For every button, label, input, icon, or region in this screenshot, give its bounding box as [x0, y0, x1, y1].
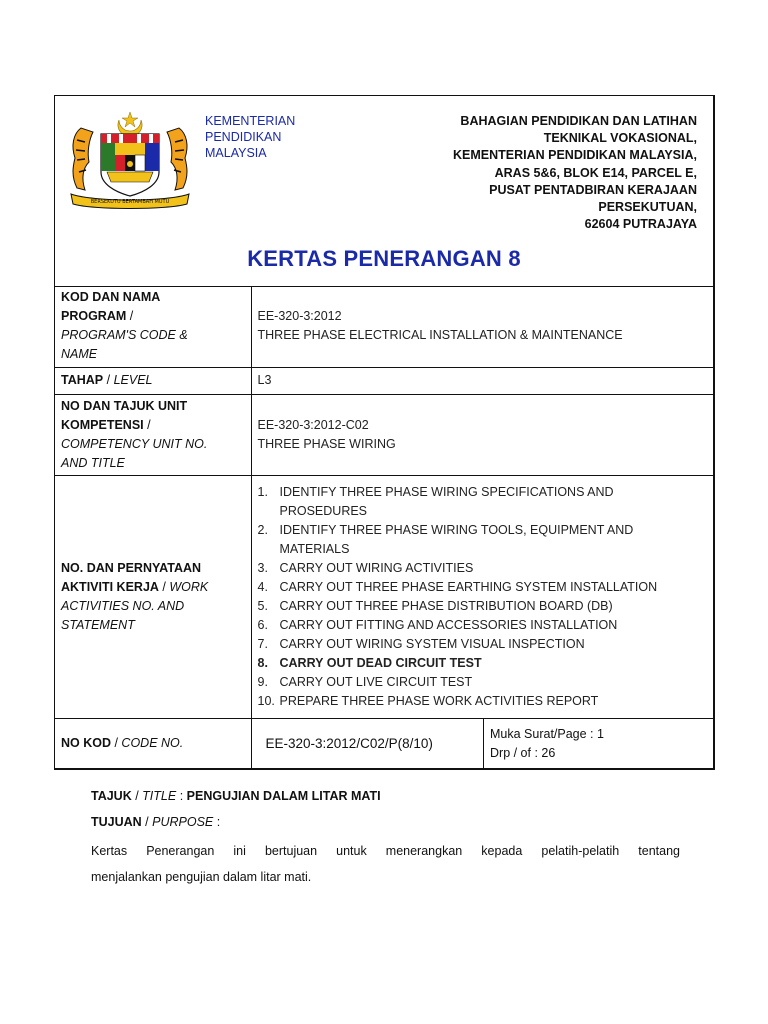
list-item	[258, 635, 708, 654]
label-italic: STATEMENT	[61, 617, 135, 632]
list-item	[258, 521, 708, 559]
page-info	[483, 719, 713, 769]
title-label-bold: TAJUK	[91, 789, 132, 803]
label-italic: CODE NO.	[121, 736, 184, 751]
address-line: 62604 PUTRAJAYA	[584, 217, 697, 232]
purpose-label-bold: TUJUAN	[91, 815, 142, 829]
item-number: 6.	[257, 617, 268, 632]
item-text: CARRY OUT LIVE CIRCUIT TEST	[279, 674, 473, 689]
ministry-line: KEMENTERIAN	[205, 114, 296, 128]
document-frame	[54, 95, 715, 770]
document-header	[55, 96, 713, 287]
purpose-colon: :	[213, 815, 221, 829]
label-italic: LEVEL	[113, 373, 153, 387]
item-line: IDENTIFY THREE PHASE WIRING TOOLS, EQUIPMENT AND	[279, 522, 634, 537]
ministry-line: PENDIDIKAN	[205, 130, 282, 144]
address-line: TEKNIKAL VOKASIONAL,	[543, 131, 697, 146]
item-text: CARRY OUT WIRING ACTIVITIES	[279, 560, 474, 575]
title-value: PENGUJIAN DALAM LITAR MATI	[186, 789, 381, 803]
info-table	[55, 286, 713, 769]
paragraph-line: menjalankan pengujian dalam litar mati.	[91, 870, 312, 884]
page-total: Drp / of : 26	[490, 745, 556, 760]
item-line: MATERIALS	[279, 541, 350, 556]
label-bold: KOMPETENSI	[61, 417, 144, 432]
ministry-address	[453, 113, 697, 233]
purpose-line	[91, 812, 680, 832]
item-text	[280, 483, 614, 521]
list-item	[258, 578, 708, 597]
label-bold: KOD DAN NAMA	[61, 290, 161, 305]
item-text	[280, 521, 634, 559]
paragraph-line: Kertas Penerangan ini bertujuan untuk menerangkan kepada pelatih-pelatih tentang	[91, 844, 680, 858]
malaysia-coat-of-arms-icon	[63, 110, 197, 210]
label-sep: /	[103, 373, 114, 387]
item-number: 4.	[257, 579, 268, 594]
list-item	[258, 597, 708, 616]
label-bold: TAHAP	[61, 373, 104, 387]
address-line: KEMENTERIAN PENDIDIKAN MALAYSIA,	[452, 148, 697, 163]
address-line: BAHAGIAN PENDIDIKAN DAN LATIHAN	[460, 114, 697, 128]
label-italic: COMPETENCY UNIT NO.	[61, 436, 208, 451]
program-name: THREE PHASE ELECTRICAL INSTALLATION & MAINTENANCE	[257, 328, 623, 343]
label-sep: /	[111, 736, 122, 751]
item-number: 10.	[257, 693, 275, 708]
item-text: CARRY OUT THREE PHASE EARTHING SYSTEM INSTALLATION	[279, 579, 658, 594]
purpose-sep: /	[141, 815, 153, 829]
address-line: PUSAT PENTADBIRAN KERAJAAN	[489, 182, 697, 197]
level-value: L3	[251, 367, 713, 394]
title-colon: :	[176, 789, 187, 803]
label-bold: PROGRAM	[61, 309, 127, 324]
document-body	[91, 786, 680, 890]
label-bold: AKTIVITI KERJA	[61, 579, 159, 594]
label-bold: NO KOD	[61, 736, 111, 751]
activities-list	[258, 483, 708, 711]
item-number: 2.	[257, 522, 268, 537]
label-sep: /	[158, 579, 170, 594]
svg-text:BERSEKUTU BERTAMBAH MUTU: BERSEKUTU BERTAMBAH MUTU	[90, 199, 170, 205]
purpose-paragraph	[91, 838, 680, 890]
purpose-label-italic: PURPOSE	[152, 815, 214, 829]
item-number: 7.	[257, 636, 268, 651]
unit-value	[251, 394, 713, 475]
list-item	[258, 559, 708, 578]
table-row-unit	[55, 394, 713, 475]
item-line: IDENTIFY THREE PHASE WIRING SPECIFICATIONS AND	[279, 484, 614, 499]
label-sep: /	[143, 417, 151, 432]
ministry-name	[205, 113, 295, 161]
table-row-level	[55, 367, 713, 394]
document-code: EE-320-3:2012/C02/P(8/10)	[265, 736, 433, 752]
item-number: 3.	[257, 560, 268, 575]
item-text: CARRY OUT FITTING AND ACCESSORIES INSTALLATION	[279, 617, 618, 632]
item-text: CARRY OUT WIRING SYSTEM VISUAL INSPECTION	[279, 636, 585, 651]
list-item	[258, 673, 708, 692]
list-item	[258, 616, 708, 635]
item-number: 9.	[257, 674, 268, 689]
list-item-current	[258, 654, 708, 673]
activities-label	[55, 475, 251, 718]
item-text: CARRY OUT THREE PHASE DISTRIBUTION BOARD (DB)	[279, 598, 613, 613]
item-text: CARRY OUT DEAD CIRCUIT TEST	[279, 655, 482, 670]
code-value-cell	[251, 718, 713, 769]
unit-label	[55, 394, 251, 475]
unit-title: THREE PHASE WIRING	[257, 436, 396, 451]
title-line	[91, 786, 680, 806]
table-row-activities	[55, 475, 713, 718]
activities-value	[251, 475, 713, 718]
program-label	[55, 286, 251, 367]
address-line: ARAS 5&6, BLOK E14, PARCEL E,	[494, 165, 697, 180]
label-italic: AND TITLE	[61, 455, 125, 470]
code-split	[252, 719, 714, 769]
page-number: Muka Surat/Page : 1	[490, 726, 604, 741]
item-number: 1.	[257, 484, 268, 499]
ministry-line: MALAYSIA	[205, 146, 267, 160]
list-item	[258, 692, 708, 711]
table-row-code	[55, 718, 713, 769]
code-label	[55, 718, 251, 769]
item-line: PROSEDURES	[279, 503, 368, 518]
title-sep: /	[131, 789, 143, 803]
label-italic: PROGRAM'S CODE &	[61, 328, 188, 343]
label-italic: NAME	[61, 347, 98, 362]
item-number: 8.	[257, 655, 268, 670]
address-line: PERSEKUTUAN,	[598, 200, 697, 215]
level-label	[55, 367, 251, 394]
label-bold: NO DAN TAJUK UNIT	[61, 398, 188, 413]
item-number: 5.	[257, 598, 268, 613]
label-bold: NO. DAN PERNYATAAN	[61, 560, 202, 575]
title-label-italic: TITLE	[142, 789, 177, 803]
program-code: EE-320-3:2012	[257, 309, 342, 324]
program-value	[251, 286, 713, 367]
unit-code: EE-320-3:2012-C02	[257, 417, 369, 432]
label-italic: ACTIVITIES NO. AND	[61, 598, 185, 613]
item-text: PREPARE THREE PHASE WORK ACTIVITIES REPORT	[279, 693, 599, 708]
table-row-program	[55, 286, 713, 367]
document-title: KERTAS PENERANGAN 8	[247, 246, 521, 271]
label-italic: WORK	[169, 579, 209, 594]
label-sep: /	[126, 309, 134, 324]
list-item	[258, 483, 708, 521]
